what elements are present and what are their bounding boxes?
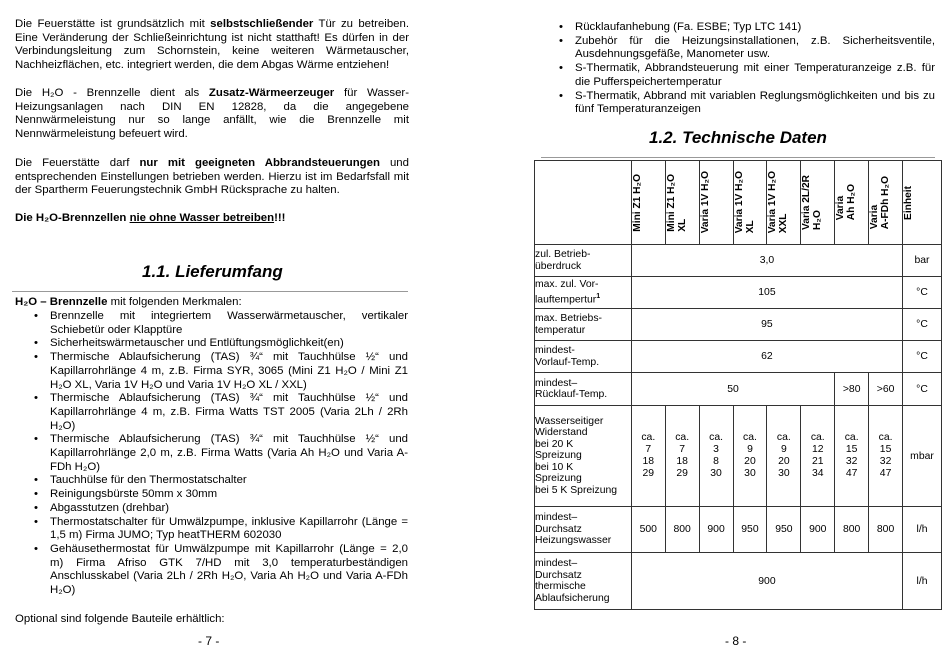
cell-value: 800 [869,507,903,553]
text-run: Tür zu betreiben. Eine Veränderung der Schließeinrichtung ist nicht statthaft! Es dürfen in der Verbindungsleitung zum Schornstein, keine weiteren Wärmetauscher, Nachheizflächen, etc. integriert werden, die dem Abgas Wärme entziehen! [15,18,409,72]
page-8 [475,0,950,654]
text-run: Die H₂O - Brennzelle dient als [15,87,209,99]
text-run: und entsprechenden Einstellungen betrieben werden. Hierzu ist im Bedarfsfall mit der Spartherm Feuerungstechnik GmbH Rücksprache zu halten. [15,157,409,197]
cell-value: 62 [631,341,902,373]
column-header: Mini Z1 H₂O XL [665,161,699,245]
list-item: • Zubehör für die Heizungsinstallationen, z.B. Sicherheitsventile, Ausdehnungsgefäße, Manometer usw. [555,35,935,62]
cell-value: 950 [733,507,767,553]
table-row [535,373,942,406]
technical-data-table [534,160,942,610]
cell-value: ca. 9 20 30 [733,406,767,507]
cell-unit: l/h [903,507,942,553]
column-header: Varia 2L/2R H₂O [801,161,835,245]
heading-rule [541,157,935,158]
column-header: Varia Ah H₂O [835,161,869,245]
cell-unit: bar [903,245,942,277]
column-header: Varia 1V H₂O [699,161,733,245]
cell-value: 800 [835,507,869,553]
column-header: Mini Z1 H₂O [631,161,665,245]
row-label: mindest– Durchsatz Heizungswasser [535,507,632,553]
row-label: mindest– Rücklauf-Temp. [535,373,632,406]
list-item: • S-Thermatik, Abbrand mit variablen Reglungsmöglichkeiten und bis zu fünf Temperaturanzeigen [555,90,935,117]
row-label: max. zul. Vor- lauftempertur$^1$ [535,277,632,309]
cell-value: 950 [767,507,801,553]
section-heading-lieferumfang: 1.1. Lieferumfang [142,262,283,281]
row-label: max. Betriebs- temperatur [535,309,632,341]
cell-value: ca. 7 18 29 [665,406,699,507]
table-row [535,277,942,309]
column-header: Varia A-FDh H₂O [869,161,903,245]
cell-value: ca. 7 18 29 [631,406,665,507]
cell-value: 500 [631,507,665,553]
cell-value: 900 [631,553,902,610]
cell-unit: °C [903,309,942,341]
list-item: • Gehäusethermostat für Umwälzpumpe mit Kapillarrohr (Länge = 2,0 m) Firma Afriso GTK 7/HD mit 3,0 temperaturbeständigen Anschlusskabel (Varia 2Lh / 2Rh H₂O, Varia Ah H₂O und Varia A-FDh H₂O) [30,543,408,598]
list-item: • Thermische Ablaufsicherung (TAS) ¾“ mit Tauchhülse ½“ und Kapillarrohrlänge 2,0 m, z.B. Firma Watts (Varia Ah H₂O und Varia A-FDh H₂O) [30,433,408,474]
table-row [535,406,942,507]
page-7 [0,0,470,654]
cell-unit: °C [903,277,942,309]
cell-value: ca. 3 8 30 [699,406,733,507]
cell-unit: mbar [903,406,942,507]
cell-value: ca. 9 20 30 [767,406,801,507]
heading-rule [12,291,408,292]
paragraph-additional-heater [15,87,409,142]
text-run: Zusatz-Wärmeerzeuger [208,87,335,99]
text-run: selbstschließender [210,18,314,30]
list-item: • Rücklaufanhebung (Fa. ESBE; Typ LTC 141) [555,21,935,35]
row-label: mindest- Vorlauf-Temp. [535,341,632,373]
paragraph-combustion-control [15,157,409,198]
text-run: Die Feuerstätte darf [15,157,140,169]
cell-unit: °C [903,373,942,406]
cell-value: 50 [631,373,834,406]
table-row [535,553,942,610]
cell-value: >80 [835,373,869,406]
text-run: Die Feuerstätte ist grundsätzlich mit [15,18,211,30]
cell-value: 900 [699,507,733,553]
list-item: • Sicherheitswärmetauscher und Entlüftungsmöglichkeit(en) [30,337,408,351]
list-item: • Tauchhülse für den Thermostatschalter [30,474,408,488]
table-row [535,341,942,373]
cell-value: ca. 15 32 47 [869,406,903,507]
intro-line: H₂O – Brennzelle mit folgenden Merkmalen: [15,296,242,308]
list-item: • Thermische Ablaufsicherung (TAS) ¾“ mit Tauchhülse ½“ und Kapillarrohrlänge 4 m, z.B. Firma Watts TST 2005 (Varia 2Lh / 2Rh H₂O) [30,392,408,433]
cell-unit: °C [903,341,942,373]
row-label: zul. Betrieb- überdruck [535,245,632,277]
paragraph-door [15,18,409,73]
text-run: für Wasser-Heizungsanlagen nach DIN EN 12828, da die angegebene Nennwärmeleistung nur so lange anfällt, wie die Brennzelle mit Nennwärmeleistung befeuert wird. [15,87,409,141]
page-number: - 8 - [725,634,747,648]
table-header-row [535,161,942,245]
row-label: Wasserseitiger Widerstand bei 20 K Spreizung bei 10 K Spreizung bei 5 K Spreizung [535,406,632,507]
table-row [535,245,942,277]
column-header: Varia 1V H₂O XL [733,161,767,245]
list-item: • Abgasstutzen (drehbar) [30,502,408,516]
cell-value: ca. 12 21 34 [801,406,835,507]
optional-line: Optional sind folgende Bauteile erhältlich: [15,613,225,625]
cell-value: ca. 15 32 47 [835,406,869,507]
table-row [535,507,942,553]
list-item: • Reinigungsbürste 50mm x 30mm [30,488,408,502]
column-header: Varia 1V H₂O XXL [767,161,801,245]
optional-items-list [555,21,935,117]
cell-value: 95 [631,309,902,341]
table-row [535,309,942,341]
cell-value: 800 [665,507,699,553]
warning-water: Die H₂O-Brennzellen nie ohne Wasser betreiben!!! [15,212,286,224]
cell-value: 3,0 [631,245,902,277]
list-item: • Brennzelle mit integriertem Wasserwärmetauscher, vertikaler Schiebetür oder Klapptüre [30,310,408,337]
cell-value: 105 [631,277,902,309]
page-number: - 7 - [198,634,220,648]
cell-value: >60 [869,373,903,406]
list-item: • S-Thermatik, Abbrandsteuerung mit einer Temperaturanzeige z.B. für die Pufferspeichertemperatur [555,62,935,89]
cell-value: 900 [801,507,835,553]
list-item: • Thermostatschalter für Umwälzpumpe, inklusive Kapillarrohr (Länge = 1,5 m) Firma JUMO; Typ heatTHERM 602030 [30,516,408,543]
header-empty-cell [535,161,632,245]
row-label: mindest– Durchsatz thermische Ablaufsicherung [535,553,632,610]
text-run: nur mit geeigneten Abbrandsteuerungen [139,157,380,169]
unit-column-header: Einheit [903,161,942,245]
list-item: • Thermische Ablaufsicherung (TAS) ¾“ mit Tauchhülse ½“ und Kapillarrohrlänge 4 m, z.B. Firma SYR, 3065 (Mini Z1 H₂O / Mini Z1 H₂O XL, Varia 1V H₂O und Varia 1V H₂O XL / XXL) [30,351,408,392]
cell-unit: l/h [903,553,942,610]
delivery-items-list [30,310,408,598]
section-heading-technische-daten: 1.2. Technische Daten [649,128,827,147]
